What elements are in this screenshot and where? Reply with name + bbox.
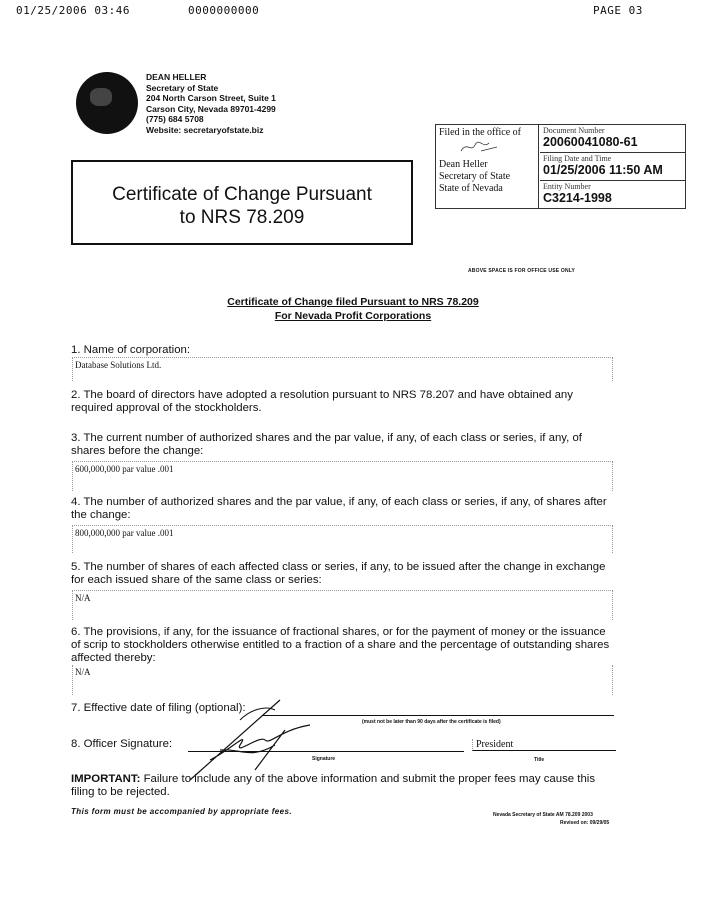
- item-3-question: 3. The current number of authorized shares and the par value, if any, of each class or series, if any, of shares before the change:: [71, 432, 582, 457]
- shares-after-field[interactable]: [72, 525, 613, 553]
- item-8-question: 8. Officer Signature:: [71, 738, 173, 750]
- certificate-title-line1: Certificate of Change Pursuant: [112, 184, 372, 205]
- office-title: Secretary of State: [146, 82, 219, 93]
- entity-number-value: C3214-1998: [543, 191, 612, 205]
- office-website: Website: secretaryofstate.biz: [146, 124, 264, 135]
- fax-datetime: 01/25/2006 03:46: [16, 4, 130, 17]
- item-6-question: 6. The provisions, if any, for the issuance of fractional shares, or for the payment of money or the issuance of scrip to stockholders otherwise entitled to a fraction of a share and the percentage of outstanding shares affected thereby:: [71, 626, 610, 664]
- effective-date-note: (must not be later than 90 days after the certificate is filed): [362, 719, 501, 725]
- filed-signer-title-1: Secretary of State: [439, 171, 511, 182]
- office-phone: (775) 684 5708: [146, 114, 204, 124]
- shares-before-field[interactable]: [72, 461, 613, 491]
- fax-page: PAGE 03: [593, 4, 643, 17]
- certificate-title-box: [71, 160, 413, 245]
- secretary-signature-icon: [459, 139, 499, 155]
- item-5-question: 5. The number of shares of each affected class or series, if any, to be issued after the change in exchange for each issued share of the same class or series:: [71, 561, 606, 586]
- important-label: IMPORTANT:: [71, 773, 141, 785]
- document-number-label: Document Number: [543, 126, 605, 135]
- fractional-shares-value: N/A: [75, 667, 91, 677]
- filed-signer-title-2: State of Nevada: [439, 183, 503, 194]
- filed-signer-name: Dean Heller: [439, 159, 488, 170]
- exchange-shares-value: N/A: [75, 593, 91, 603]
- fax-number: 0000000000: [188, 4, 260, 17]
- corporation-name-value: Database Solutions Ltd.: [75, 360, 162, 370]
- signature-label: Signature: [312, 756, 336, 762]
- form-title-line1: Certificate of Change filed Pursuant to NRS 78.209: [227, 296, 479, 308]
- filing-date-label: Filing Date and Time: [543, 154, 612, 163]
- corporation-name-field[interactable]: [72, 357, 613, 381]
- filing-stamp-box: [435, 124, 686, 209]
- certificate-title-line2: to NRS 78.209: [179, 207, 305, 228]
- footer-fee-note: This form must be accompanied by appropriate fees.: [71, 807, 292, 816]
- state-seal-icon: [76, 72, 138, 134]
- item-2-question: 2. The board of directors have adopted a resolution pursuant to NRS 78.207 and have obtained any required approval of the stockholders.: [71, 389, 573, 414]
- fractional-shares-field[interactable]: [72, 665, 613, 695]
- exchange-shares-field[interactable]: [72, 590, 613, 620]
- item-4-question: 4. The number of authorized shares and the par value, if any, of each class or series, if any, of shares after the change:: [71, 496, 607, 521]
- filing-date-value: 01/25/2006 11:50 AM: [543, 163, 663, 177]
- form-title-line2: For Nevada Profit Corporations: [274, 310, 432, 322]
- entity-number-label: Entity Number: [543, 182, 591, 191]
- item-7-question: 7. Effective date of filing (optional):: [71, 702, 246, 714]
- shares-before-value: 600,000,000 par value .001: [75, 464, 174, 474]
- office-address-block: [146, 72, 276, 135]
- filing-date-cell: [540, 153, 685, 181]
- item-1-question: 1. Name of corporation:: [71, 344, 191, 356]
- officer-title-value: President: [476, 739, 514, 750]
- filed-office-cell: [436, 125, 539, 208]
- important-text: Failure to include any of the above information and submit the proper fees may cause this filing to be rejected.: [71, 773, 596, 798]
- filed-heading: Filed in the office of: [439, 127, 522, 138]
- shares-after-value: 800,000,000 par value .001: [75, 528, 174, 538]
- footer-form-id: Nevada Secretary of State AM 78.209 2003: [493, 812, 593, 818]
- officer-title-field[interactable]: [472, 739, 616, 751]
- entity-number-cell: [540, 181, 685, 208]
- important-notice: [71, 773, 611, 799]
- office-use-note: ABOVE SPACE IS FOR OFFICE USE ONLY: [468, 268, 576, 274]
- office-name: DEAN HELLER: [146, 72, 207, 82]
- footer-revised: Revised on: 09/29/05: [560, 820, 610, 826]
- document-number-value: 20060041080-61: [543, 135, 638, 149]
- office-address-2: Carson City, Nevada 89701-4299: [146, 103, 276, 114]
- title-label: Title: [534, 757, 545, 763]
- document-number-cell: [540, 125, 685, 153]
- office-address-1: 204 North Carson Street, Suite 1: [146, 93, 276, 103]
